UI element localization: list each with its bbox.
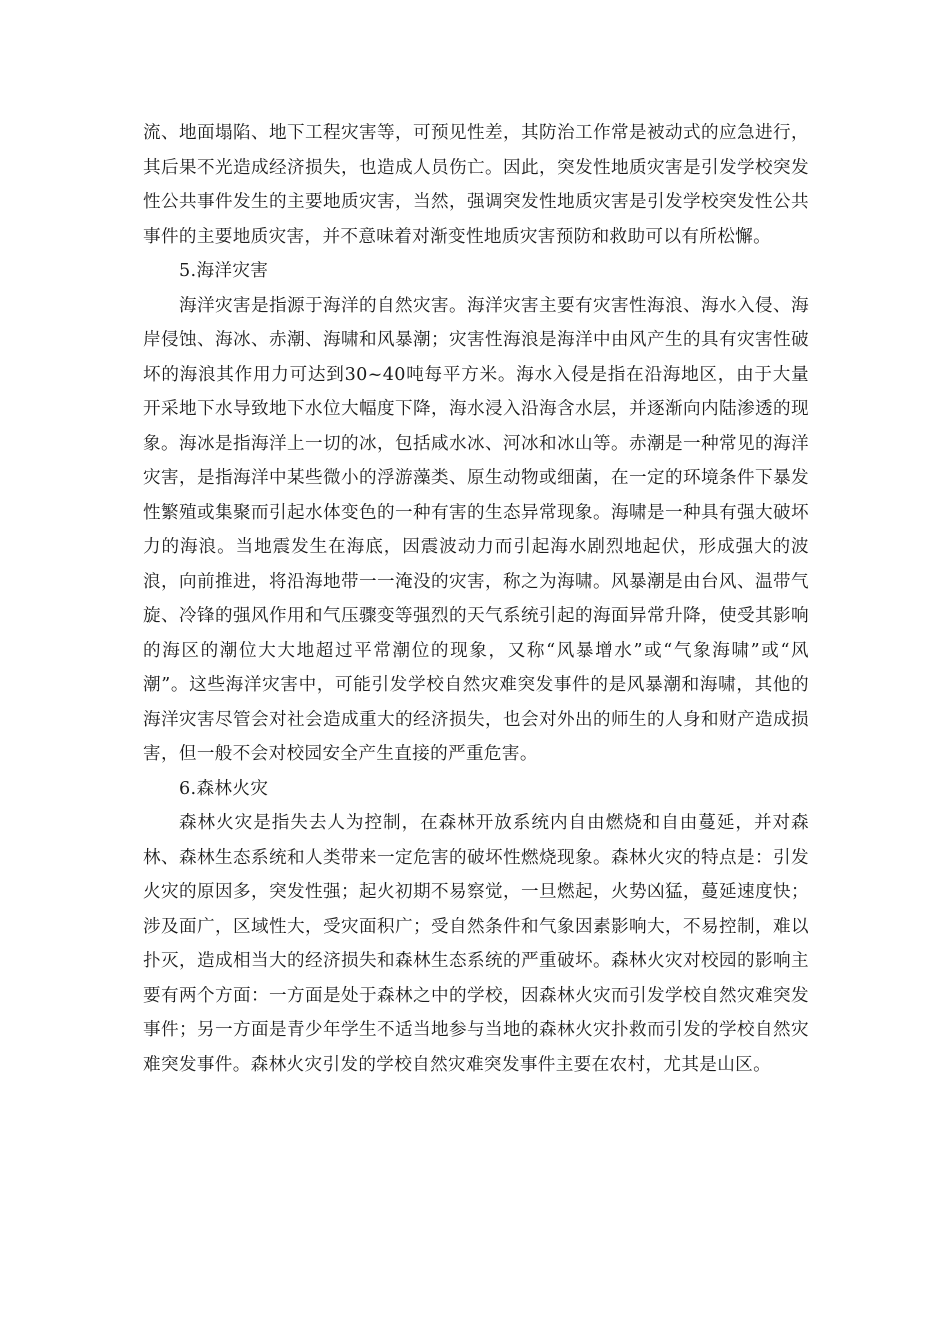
paragraph-marine-disasters: 海洋灾害是指源于海洋的自然灾害。海洋灾害主要有灾害性海浪、海水入侵、海岸侵蚀、海冰、赤潮、海啸和风暴潮；灾害性海浪是海洋中由风产生的具有灾害性破坏的海浪其作用力可达到30~40吨每平方米。海水入侵是指在沿海地区，由于大量开采地下水导致地下水位大幅度下降，海水浸入沿海含水层，并逐渐向内陆渗透的现象。海冰是指海洋上一切的冰，包括咸水冰、河冰和冰山等。赤潮是一种常见的海洋灾害，是指海洋中某些微小的浮游藻类、原生动物或细菌，在一定的环境条件下暴发性繁殖或集聚而引起水体变色的一种有害的生态异常现象。海啸是一种具有强大破坏力的海浪。当地震发生在海底，因震波动力而引起海水剧烈地起伏，形成强大的波浪，向前推进，将沿海地带一一淹没的灾害，称之为海啸。风暴潮是由台风、温带气旋、冷锋的强风作用和气压骤变等强烈的天气系统引起的海面异常升降，使受其影响的海区的潮位大大地超过平常潮位的现象，又称“风暴增水”或“气象海啸”或“风潮”。这些海洋灾害中，可能引发学校自然灾难突发事件的是风暴潮和海啸，其他的海洋灾害尽管会对社会造成重大的经济损失，也会对外出的师生的人身和财产造成损害，但一般不会对校园安全产生直接的严重危害。 [143,295,809,764]
paragraph-geological-hazards-continuation: 流、地面塌陷、地下工程灾害等，可预见性差，其防治工作常是被动式的应急进行，其后果不光造成经济损失，也造成人员伤亡。因此，突发性地质灾害是引发学校突发性公共事件发生的主要地质灾害，当然，强调突发性地质灾害是引发学校突发性公共事件的主要地质灾害，并不意味着对渐变性地质灾害预防和救助可以有所松懈。 [143,123,809,247]
section-heading-forest-fires: 6.森林火灾 [179,778,269,799]
section-heading-marine-disasters: 5.海洋灾害 [179,261,269,281]
paragraph-forest-fires: 森林火灾是指失去人为控制，在森林开放系统内自由燃烧和自由蔓延，并对森林、森林生态系统和人类带来一定危害的破坏性燃烧现象。森林火灾的特点是：引发火灾的原因多，突发性强；起火初期不易察觉，一旦燃起，火势凶猛，蔓延速度快；涉及面广，区域性大，受灾面积广；受自然条件和气象因素影响大，不易控制，难以扑灭，造成相当大的经济损失和森林生态系统的严重破坏。森林火灾对校园的影响主要有两个方面：一方面是处于森林之中的学校，因森林火灾而引发学校自然灾难突发事件；另一方面是青少年学生不适当地参与当地的森林火灾扑救而引发的学校自然灾难突发事件。森林火灾引发的学校自然灾难突发事件主要在农村，尤其是山区。 [143,813,809,1075]
document-body [143,116,809,1082]
